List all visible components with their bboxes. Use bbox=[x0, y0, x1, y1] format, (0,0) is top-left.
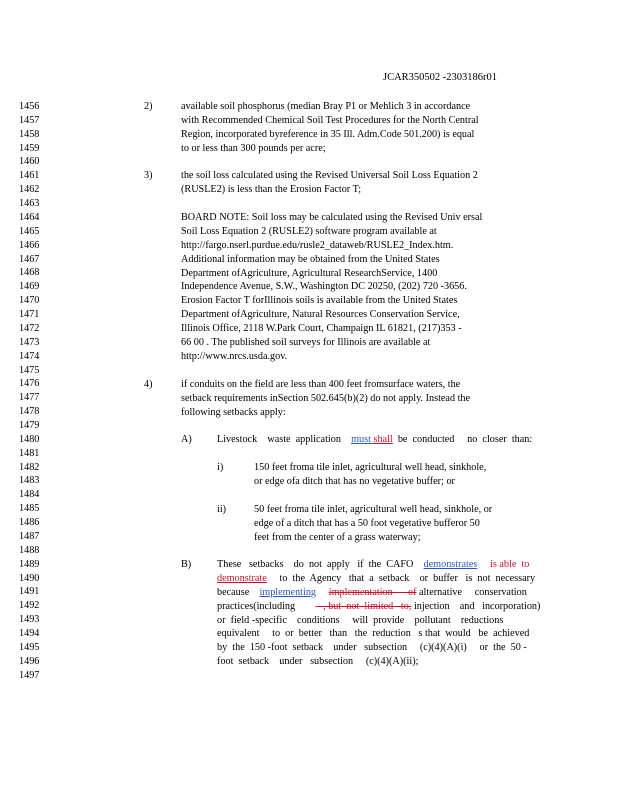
item-3-line: the soil loss calculated using the Revised Universal Soil Loss Equation 2 bbox=[181, 170, 478, 181]
deleted-text-but-not-limited-to: , but not limited to, bbox=[315, 600, 412, 612]
item-a-ii-line: feet from the center of a grass waterway; bbox=[254, 531, 421, 543]
red-text-demonstrate: demonstrate bbox=[217, 572, 267, 584]
line-number: 1456 bbox=[19, 101, 40, 112]
item-4-label: 4) bbox=[144, 379, 153, 390]
line-number: 1472 bbox=[19, 322, 40, 334]
line-number: 1480 bbox=[19, 433, 40, 445]
item-b-l3-post: alternative conservation bbox=[416, 586, 527, 598]
item-b-l3-pre: because bbox=[217, 586, 260, 598]
line-number: 1490 bbox=[19, 572, 40, 584]
item-b-l4-pre: practices(including bbox=[217, 600, 316, 612]
line-number: 1496 bbox=[19, 655, 40, 667]
line-number: 1494 bbox=[19, 628, 40, 640]
item-3-line: (RUSLE2) is less than the Erosion Factor T; bbox=[181, 183, 362, 195]
board-note-line: BOARD NOTE: Soil loss may be calculated using the Revised Univ ersal bbox=[181, 212, 483, 223]
line-number: 1479 bbox=[19, 420, 40, 431]
item-a-ii-line: edge of a ditch that has a 50 foot vegetative bufferor 50 bbox=[254, 517, 480, 529]
line-number: 1465 bbox=[19, 225, 40, 237]
line-number: 1489 bbox=[19, 558, 40, 570]
line-number: 1464 bbox=[19, 211, 40, 223]
document-header: JCAR350502 -2303186r01 bbox=[383, 72, 498, 83]
item-a-i-line: 150 feet froma tile inlet, agricultural well head, sinkhole, bbox=[254, 462, 487, 473]
line-number: 1458 bbox=[19, 128, 40, 140]
item-2-label: 2) bbox=[144, 101, 153, 112]
line-number: 1483 bbox=[19, 475, 40, 487]
item-2-text bbox=[181, 100, 479, 156]
line-number: 1463 bbox=[19, 198, 40, 210]
line-number: 1471 bbox=[19, 309, 40, 321]
line-number: 1468 bbox=[19, 267, 40, 279]
line-number: 1467 bbox=[19, 253, 40, 265]
item-b-line bbox=[217, 586, 540, 600]
item-2-line: to or less than 300 pounds per acre; bbox=[181, 142, 326, 154]
board-note-line: Illinois Office, 2118 W.Park Court, Champaign IL 61821, (217)353 - bbox=[181, 323, 462, 334]
item-b-line bbox=[217, 558, 540, 572]
item-3-label: 3) bbox=[144, 170, 153, 181]
item-b-line: equivalent to or better than the reduction s that would be achieved bbox=[217, 628, 530, 640]
item-b-l3-gap bbox=[316, 587, 329, 598]
line-number: 1497 bbox=[19, 669, 40, 681]
item-b-l2-post: to the Agency that a setback or buffer is not necessary bbox=[266, 572, 536, 584]
line-number: 1459 bbox=[19, 142, 40, 154]
inserted-text-demonstrates: demonstrates bbox=[423, 559, 478, 570]
item-b-line bbox=[217, 572, 540, 586]
line-number: 1486 bbox=[19, 517, 40, 529]
line-number: 1481 bbox=[19, 447, 40, 459]
board-note-line: Erosion Factor T forIllinois soils is available from the United States bbox=[181, 295, 458, 307]
item-4-line: if conduits on the field are less than 400 feet fromsurface waters, the bbox=[181, 379, 461, 390]
item-2-line: with Recommended Chemical Soil Test Procedures for the North Central bbox=[181, 114, 479, 126]
item-a-ii-text bbox=[254, 503, 492, 545]
line-number: 1478 bbox=[19, 406, 40, 418]
item-2-line: available soil phosphorus (median Bray P1 or Mehlich 3 in accordance bbox=[181, 101, 471, 112]
line-number: 1477 bbox=[19, 392, 40, 404]
item-4-line: following setbacks apply: bbox=[181, 406, 286, 418]
board-note-line: http://www.nrcs.usda.gov. bbox=[181, 350, 288, 362]
item-a-text bbox=[217, 433, 532, 447]
line-number: 1488 bbox=[19, 544, 40, 556]
item-a-ii-label: ii) bbox=[217, 504, 227, 515]
board-note-line: Department ofAgriculture, Natural Resources Conservation Service, bbox=[181, 309, 460, 321]
line-number: 1492 bbox=[19, 600, 40, 612]
item-a-i-line: or edge ofa ditch that has no vegetative buffer; or bbox=[254, 475, 455, 487]
item-b-l4-post: injection and incorporation) bbox=[411, 600, 541, 612]
board-note-line: 66 00 . The published soil surveys for Illinois are available at bbox=[181, 336, 431, 348]
line-number: 1491 bbox=[19, 586, 40, 598]
line-number: 1493 bbox=[19, 614, 40, 626]
item-b-label: B) bbox=[181, 559, 192, 570]
deleted-text-implementation-of: implementation of bbox=[328, 586, 417, 598]
board-note-line: Department ofAgriculture, Agricultural ResearchService, 1400 bbox=[181, 267, 438, 279]
item-b-line: by the 150 -foot setback under subsection (c)(4)(A)(i) or the 50 - bbox=[217, 642, 527, 654]
line-number: 1495 bbox=[19, 641, 40, 653]
item-4-text bbox=[181, 378, 470, 420]
line-number: 1474 bbox=[19, 350, 40, 362]
line-number: 1457 bbox=[19, 114, 40, 126]
item-4-line: setback requirements inSection 502.645(b)(2) do not apply. Instead the bbox=[181, 392, 471, 404]
line-number: 1476 bbox=[19, 378, 40, 390]
item-a-label: A) bbox=[181, 434, 192, 445]
item-a-ii-line: 50 feet froma tile inlet, agricultural well head, sinkhole, or bbox=[254, 504, 493, 515]
line-number: 1462 bbox=[19, 184, 40, 196]
inserted-text-implementing: implementing bbox=[259, 586, 317, 598]
item-b-l1-pre: These setbacks do not apply if the CAFO bbox=[217, 559, 424, 570]
line-number: 1487 bbox=[19, 530, 40, 542]
red-text-is-able-to: is able to bbox=[490, 559, 530, 570]
board-note bbox=[181, 211, 482, 364]
line-number: 1473 bbox=[19, 336, 40, 348]
item-a-i-text bbox=[254, 461, 486, 489]
line-number: 1475 bbox=[19, 364, 40, 376]
item-b-line: foot setback under subsection (c)(4)(A)(ii); bbox=[217, 656, 419, 668]
line-number: 1485 bbox=[19, 503, 40, 515]
board-note-line: Soil Loss Equation 2 (RUSLE2) software program available at bbox=[181, 225, 437, 237]
deleted-text-shall: shall bbox=[373, 434, 393, 445]
item-3-text bbox=[181, 169, 478, 197]
item-a-i-label: i) bbox=[217, 462, 224, 473]
item-b-text bbox=[217, 558, 540, 669]
board-note-line: Additional information may be obtained from the United States bbox=[181, 253, 440, 265]
board-note-line: Independence Avenue, S.W., Washington DC 20250, (202) 720 -3656. bbox=[181, 281, 467, 293]
item-b-l1-gap bbox=[477, 559, 490, 570]
item-a-pre: Livestock waste application bbox=[217, 434, 352, 445]
line-number: 1470 bbox=[19, 295, 40, 307]
board-note-line: http://fargo.nserl.purdue.edu/rusle2_dataweb/RUSLE2_Index.htm. bbox=[181, 239, 454, 251]
line-number: 1461 bbox=[19, 170, 40, 182]
item-a-post: be conducted no closer than: bbox=[392, 434, 533, 445]
line-number: 1482 bbox=[19, 461, 40, 473]
item-b-line: or field -specific conditions will provide pollutant reductions bbox=[217, 614, 504, 626]
line-number: 1466 bbox=[19, 239, 40, 251]
line-number: 1469 bbox=[19, 281, 40, 293]
item-b-line bbox=[217, 600, 540, 614]
inserted-text-must: must bbox=[351, 434, 374, 445]
line-number: 1460 bbox=[19, 156, 40, 168]
line-number: 1484 bbox=[19, 489, 40, 501]
item-2-line: Region, incorporated byreference in 35 Ill. Adm.Code 501.200) is equal bbox=[181, 128, 475, 140]
